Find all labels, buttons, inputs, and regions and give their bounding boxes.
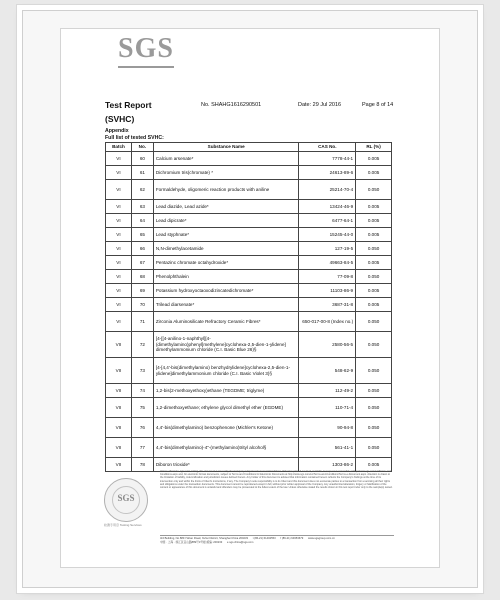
report-subtitle: (SVHC) [105, 114, 135, 124]
cell-no: 72 [131, 332, 153, 358]
cell-rl: 0.050 [356, 270, 392, 284]
cell-no: 69 [131, 284, 153, 298]
report-footer [104, 470, 394, 560]
cell-batch: VI [106, 152, 132, 166]
cell-substance-name: Phenolphthalein [153, 270, 299, 284]
cell-substance-name: Potassium hydroxyoctaoxodizincatedichromate* [153, 284, 299, 298]
cell-batch: VII [106, 438, 132, 458]
cell-rl: 0.005 [356, 228, 392, 242]
table-row [106, 418, 392, 438]
table-row [106, 214, 392, 228]
cell-substance-name: 1,2-bis(2-methoxyethoxy)ethane (TEGDME; triglyme) [153, 384, 299, 398]
sgs-logo: SGS [118, 33, 174, 64]
cell-no: 76 [131, 418, 153, 438]
cell-rl: 0.050 [356, 180, 392, 200]
table-row [106, 228, 392, 242]
cell-rl: 0.005 [356, 298, 392, 312]
report-number: No. SHAHG1616290501 [201, 102, 262, 108]
cell-cas-number: 650-017-00-8 (Index no.) [299, 312, 356, 332]
table-row [106, 298, 392, 312]
cell-rl: 0.050 [356, 332, 392, 358]
cell-substance-name: Pentazinc chromate octahydroxide* [153, 256, 299, 270]
cell-substance-name: Trilead diarsenate* [153, 298, 299, 312]
svhc-table [105, 142, 392, 472]
cell-rl: 0.005 [356, 214, 392, 228]
cell-cas-number: 25214-70-4 [299, 180, 356, 200]
table-row [106, 180, 392, 200]
col-header-substance: Substance Name [153, 143, 299, 152]
seal-caption: 检测专用章 Testing Services [104, 523, 142, 527]
cell-batch: VI [106, 228, 132, 242]
cell-batch: VI [106, 214, 132, 228]
cell-batch: VII [106, 398, 132, 418]
cell-rl: 0.050 [356, 358, 392, 384]
address-block [160, 535, 394, 544]
cell-rl: 0.050 [356, 242, 392, 256]
cell-substance-name: Formaldehyde, oligomeric reaction products with aniline [153, 180, 299, 200]
cell-batch: VI [106, 166, 132, 180]
cell-cas-number: 90-94-8 [299, 418, 356, 438]
cell-batch: VI [106, 298, 132, 312]
cell-rl: 0.005 [356, 166, 392, 180]
page-indicator: Page 8 of 14 [362, 102, 394, 108]
table-row [106, 256, 392, 270]
cell-no: 64 [131, 214, 153, 228]
cell-cas-number: 561-41-1 [299, 438, 356, 458]
cell-no: 77 [131, 438, 153, 458]
cell-batch: VII [106, 358, 132, 384]
cell-no: 60 [131, 152, 153, 166]
cell-cas-number: 3687-31-8 [299, 298, 356, 312]
cell-cas-number: 110-71-4 [299, 398, 356, 418]
cell-no: 74 [131, 384, 153, 398]
cell-substance-name: Lead dipicrate* [153, 214, 299, 228]
cell-substance-name: Calcium arsenate* [153, 152, 299, 166]
cell-cas-number: 11103-86-9 [299, 284, 356, 298]
cell-rl: 0.050 [356, 418, 392, 438]
col-header-no: No. [131, 143, 153, 152]
cell-batch: VI [106, 256, 132, 270]
cell-batch: VI [106, 270, 132, 284]
col-header-cas: CAS No. [299, 143, 356, 152]
cell-rl: 0.050 [356, 312, 392, 332]
phone-number: t (86-21) 61402553 [252, 537, 276, 540]
cell-rl: 0.005 [356, 200, 392, 214]
cell-batch: VI [106, 200, 132, 214]
cell-substance-name: Lead diazide, Lead azide* [153, 200, 299, 214]
cell-no: 63 [131, 200, 153, 214]
cell-cas-number: 2580-56-5 [299, 332, 356, 358]
cell-rl: 0.005 [356, 152, 392, 166]
cell-cas-number: 112-49-2 [299, 384, 356, 398]
cell-no: 73 [131, 358, 153, 384]
cell-substance-name: [4-[[4-anilino-1-naphthyl][4-(dimethylamino)phenyl]methylene]cyclohexa-2,5-dien-1-ylidene] dimethylammonium chloride (C.I. Basic Blue 26)§ [153, 332, 299, 358]
cell-batch: VI [106, 284, 132, 298]
cell-substance-name: Dichromium tris(chromate) * [153, 166, 299, 180]
appendix-heading: Appendix [105, 128, 129, 134]
cell-no: 70 [131, 298, 153, 312]
table-header-row [106, 143, 392, 152]
cell-no: 78 [131, 458, 153, 472]
table-row [106, 166, 392, 180]
cell-substance-name: [4-[4,4'-bis(dimethylamino) benzhydrylidene]cyclohexa-2,5-dien-1-ylidene]dimethylammonium chloride (C.I. Basic Violet 3)§ [153, 358, 299, 384]
table-row [106, 384, 392, 398]
cell-substance-name: 4,4'-bis(dimethylamino) benzophenone (Michler's Ketone) [153, 418, 299, 438]
cell-no: 71 [131, 312, 153, 332]
table-row [106, 398, 392, 418]
cell-no: 67 [131, 256, 153, 270]
disclaimer-text: Unless otherwise agreed in writing, this document is issued by the Company subject to its General Conditions of Service printed overleaf, available on request or accessible at http://www.sgs.com/en/Terms-and-Conditions.aspx and, for electronic format documents, subject to Terms and Conditions for Electronic Documents at http://www.sgs.com/en/Terms-and-Conditions/Terms-e-Document.aspx. Attention is drawn to the limitation of liability, indemnification and jurisdiction issues defined therein. Any holder of this document is advised that information contained hereon reflects the Company's findings at the time of its intervention only and within the limits of Client's instructions, if any. The Company's sole responsibility is to its Client and this document does not exonerate parties to a transaction from exercising all their rights and obligations under the transaction documents. This document cannot be reproduced except in full, without prior written approval of the Company. Any unauthorized alteration, forgery or falsification of the content or appearance of this document is unlawful and offenders may be prosecuted to the fullest extent of the law. Unless otherwise stated the results shown in this test report refer only to the sample(s) tested. [160, 470, 393, 490]
seal-text: SGS [117, 493, 135, 503]
cell-no: 75 [131, 398, 153, 418]
cell-cas-number: 15245-44-0 [299, 228, 356, 242]
col-header-batch: Batch [106, 143, 132, 152]
cell-substance-name: Zirconia Aluminosilicate Refractory Ceramic Fibres* [153, 312, 299, 332]
table-row [106, 284, 392, 298]
report-date: Date: 29 Jul 2016 [298, 102, 342, 108]
cell-cas-number: 6477-64-1 [299, 214, 356, 228]
cell-cas-number: 7778-44-1 [299, 152, 356, 166]
website: www.sgsgroup.com.cn [308, 537, 335, 540]
table-row [106, 332, 392, 358]
logo-underline [118, 66, 174, 68]
email: e sgs.china@sgs.com [227, 540, 254, 544]
cell-substance-name: Diboron trioxide* [153, 458, 299, 472]
cell-substance-name: Lead styphnate* [153, 228, 299, 242]
table-row [106, 438, 392, 458]
table-row [106, 358, 392, 384]
cell-batch: VI [106, 312, 132, 332]
cell-no: 62 [131, 180, 153, 200]
cell-rl: 0.050 [356, 384, 392, 398]
table-row [106, 152, 392, 166]
cell-no: 68 [131, 270, 153, 284]
cell-cas-number: 24613-89-6 [299, 166, 356, 180]
cell-batch: VII [106, 418, 132, 438]
cell-cas-number: 49663-84-5 [299, 256, 356, 270]
cell-batch: VII [106, 458, 132, 472]
report-title: Test Report [105, 100, 152, 110]
cell-rl: 0.005 [356, 284, 392, 298]
col-header-rl: RL (%) [356, 143, 392, 152]
cell-batch: VI [106, 242, 132, 256]
cell-no: 66 [131, 242, 153, 256]
table-row [106, 242, 392, 256]
fax-number: f (86-21) 64953679 [280, 537, 304, 540]
cell-cas-number: 127-19-5 [299, 242, 356, 256]
cell-rl: 0.005 [356, 458, 392, 472]
cell-rl: 0.050 [356, 398, 392, 418]
cell-cas-number: 548-62-9 [299, 358, 356, 384]
cell-batch: VII [106, 384, 132, 398]
cell-cas-number: 77-09-8 [299, 270, 356, 284]
cell-batch: VII [106, 332, 132, 358]
table-row [106, 200, 392, 214]
address-chinese: 中国 · 上海 · 徐汇区宜山路889号3号楼 邮编: 200233 [160, 540, 223, 544]
cell-rl: 0.005 [356, 256, 392, 270]
sgs-seal [104, 478, 148, 522]
cell-cas-number: 13424-46-9 [299, 200, 356, 214]
cell-batch: VI [106, 180, 132, 200]
table-row [106, 312, 392, 332]
cell-no: 61 [131, 166, 153, 180]
cell-substance-name: 4,4'-bis(dimethylamino)-4"-(methylamino)trityl alcohol§ [153, 438, 299, 458]
cell-rl: 0.050 [356, 438, 392, 458]
cell-cas-number: 1303-86-2 [299, 458, 356, 472]
appendix-subheading: Full list of tested SVHC: [105, 135, 164, 141]
cell-substance-name: 1,2-dimethoxyethane; ethylene glycol dimethyl ether (EGDME) [153, 398, 299, 418]
cell-substance-name: N,N-dimethylacetamide [153, 242, 299, 256]
cell-no: 65 [131, 228, 153, 242]
table-row [106, 270, 392, 284]
address-english: 3rd Building, No.889 Yishan Road, Xuhui District, Shanghai China 200233 [160, 537, 248, 540]
